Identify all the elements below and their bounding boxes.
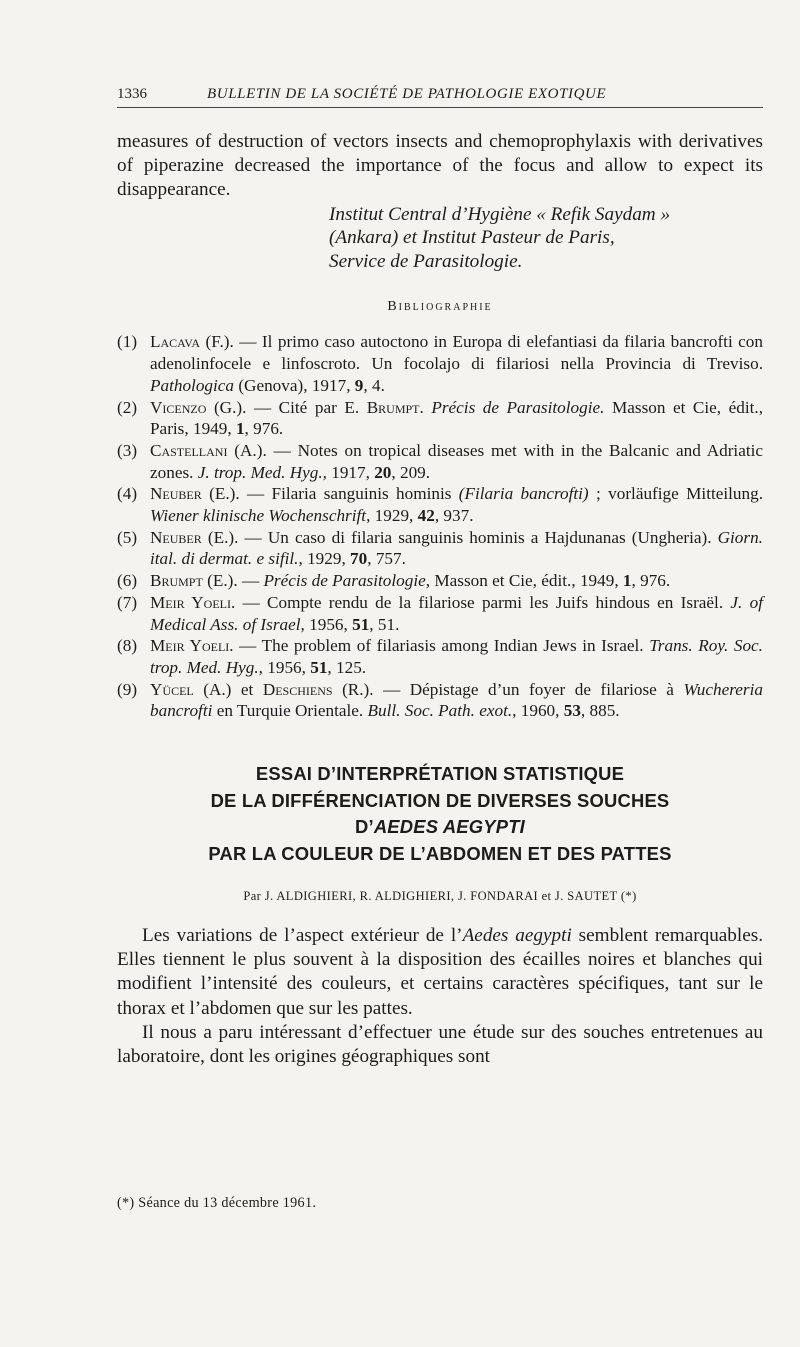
reference-author: Brumpt. <box>366 397 424 417</box>
reference-text: — Il primo caso autoctono in Europa di elefantiasi da filaria bancrofti con adenolinfocele e linfoscroto. Un focolajo di filariosi nella Provincia di Treviso. <box>150 332 763 374</box>
reference-item <box>117 570 763 592</box>
reference-item <box>117 527 763 570</box>
affiliation <box>117 203 763 274</box>
reference-text: , 1929, <box>366 506 418 526</box>
page-number: 1336 <box>117 86 147 102</box>
reference-author: Neuber (E.). <box>150 484 240 504</box>
reference-number: (3) <box>117 440 138 460</box>
reference-list <box>117 331 763 722</box>
reference-volume: 9 <box>354 375 364 395</box>
reference-text: , 209. <box>391 462 431 482</box>
reference-text: , 125. <box>327 657 367 677</box>
reference-journal: Trans. Roy. Soc. trop. Med. Hyg. <box>150 636 763 677</box>
intro-paragraph: measures of destruction of vectors insects and chemoprophylaxis with derivatives of piperazine decreased the importance of the focus and allow to expect its disappearance. <box>117 131 763 201</box>
reference-author: Yücel (A.) <box>150 679 232 699</box>
reference-text: , 885. <box>580 701 620 721</box>
reference-text: et <box>231 679 263 699</box>
reference-text: , 1956, <box>300 614 353 634</box>
reference-text: , Masson et Cie, édit., 1949, <box>425 571 623 591</box>
reference-text: — Notes on tropical diseases met with in the Balcanic and Adriatic zones. <box>150 440 764 482</box>
reference-number: (9) <box>117 679 138 699</box>
reference-journal: J. of Medical Ass. of Israel <box>150 592 763 634</box>
reference-text: — Cité par E. <box>246 397 367 417</box>
reference-number: (1) <box>117 332 138 352</box>
reference-journal: Pathologica <box>150 375 235 395</box>
reference-journal: Giorn. ital. di dermat. e sifil. <box>150 527 763 569</box>
reference-number: (7) <box>117 592 138 612</box>
reference-item <box>117 483 763 526</box>
title-species: AEDES AEGYPTI <box>373 816 525 838</box>
title-line: DE LA DIFFÉRENCIATION DE DIVERSES SOUCHES <box>210 789 670 811</box>
reference-volume: 1 <box>622 571 632 591</box>
reference-journal: Bull. Soc. Path. exot. <box>367 701 513 721</box>
reference-number: (8) <box>117 636 138 656</box>
reference-volume: 20 <box>374 462 392 482</box>
affiliation-line: Institut Central d’Hygiène « Refik Saydam » <box>329 203 671 225</box>
reference-item <box>117 397 763 440</box>
reference-item <box>117 440 763 483</box>
reference-author: Meir Yoeli. <box>150 636 234 656</box>
reference-text: — Filaria sanguinis hominis <box>239 484 459 504</box>
reference-text: , 937. <box>434 506 474 526</box>
reference-text: , 976. <box>244 419 284 439</box>
reference-journal: Wuchereria bancrofti <box>150 679 763 721</box>
reference-text: ; vorläufige Mitteilung. <box>588 484 763 504</box>
reference-journal: Wiener klinische Wochenschrift <box>150 506 367 526</box>
reference-number: (4) <box>117 484 138 504</box>
reference-number: (2) <box>117 397 138 417</box>
affiliation-line: Service de Parasitologie. <box>329 250 523 272</box>
reference-text: , 1956, <box>258 657 311 677</box>
reference-author: Meir Yoeli. <box>150 592 236 612</box>
author-byline: Par J. ALDIGHIERI, R. ALDIGHIERI, J. FONDARAI et J. SAUTET (*) <box>243 889 637 904</box>
reference-volume: 1 <box>235 419 245 439</box>
affiliation-line: (Ankara) et Institut Pasteur de Paris, <box>329 227 615 249</box>
body-paragraph <box>117 924 763 1021</box>
reference-text: , 757. <box>367 549 406 569</box>
bibliography-heading: Bibliographie <box>387 299 493 315</box>
reference-number: (5) <box>117 527 138 547</box>
journal-title: BULLETIN DE LA SOCIÉTÉ DE PATHOLOGIE EXOTIQUE <box>207 86 607 102</box>
reference-text: — Compte rendu de la filariose parmi les Juifs hindous en Israël. <box>235 592 731 612</box>
reference-text: (Genova), 1917, <box>234 375 355 395</box>
reference-text: — The problem of filariasis among Indian Jews in Israel. <box>233 636 650 656</box>
reference-text: — Dépistage d’un foyer de filariose à <box>373 679 684 699</box>
reference-item <box>117 679 763 722</box>
reference-text: — <box>237 571 264 591</box>
article-body <box>117 924 763 1069</box>
reference-text: , 1917, <box>322 462 375 482</box>
article-title <box>117 761 763 867</box>
body-text: Les variations de l’aspect extérieur de l’ <box>142 925 463 947</box>
reference-journal: Précis de Parasitologie <box>263 571 426 591</box>
reference-volume: 53 <box>563 701 581 721</box>
title-line <box>117 814 763 841</box>
reference-item <box>117 592 763 635</box>
reference-text: , 4. <box>363 375 385 395</box>
reference-number: (6) <box>117 571 138 591</box>
running-header <box>117 86 763 108</box>
reference-item <box>117 331 763 396</box>
reference-journal: Précis de Parasitologie. <box>431 397 605 417</box>
reference-text: — Un caso di filaria sanguinis hominis a Hajdunanas (Ungheria). <box>238 527 718 547</box>
reference-author: Vicenzo (G.). <box>150 397 247 417</box>
footnote: (*) Séance du 13 décembre 1961. <box>117 1195 317 1211</box>
reference-volume: 42 <box>417 506 435 526</box>
reference-author: Neuber (E.). <box>150 527 239 547</box>
reference-journal: J. trop. Med. Hyg. <box>197 462 323 482</box>
title-line: PAR LA COULEUR DE L’ABDOMEN ET DES PATTES <box>208 842 672 864</box>
reference-text: , 51. <box>369 614 400 634</box>
title-prefix: D’ <box>355 816 374 838</box>
reference-author: Deschiens (R.). <box>262 679 374 699</box>
reference-journal: (Filaria bancrofti) <box>458 484 589 504</box>
reference-volume: 70 <box>350 549 368 569</box>
reference-text: Masson et Cie, édit., Paris, 1949, <box>150 397 764 439</box>
species-name: Aedes aegypti <box>462 925 572 947</box>
reference-volume: 51 <box>352 614 370 634</box>
reference-text: , 1929, <box>298 549 351 569</box>
title-line: ESSAI D’INTERPRÉTATION STATISTIQUE <box>255 763 625 785</box>
reference-text: , 976. <box>631 571 671 591</box>
body-paragraph: Il nous a paru intéressant d’effectuer une étude sur des souches entretenues au laboratoire, dont les origines géographiques sont <box>117 1021 763 1068</box>
reference-text: en Turquie Orientale. <box>212 701 368 721</box>
reference-volume: 51 <box>310 657 328 677</box>
body-text: semblent remarquables. Elles tiennent le plus souvent à la disposition des écailles noires et blanches qui modifient l’intensité des couleurs, et certains caractères spécifiques, tant sur le thorax et l’abdomen que sur les pattes. <box>117 925 764 1019</box>
reference-item <box>117 635 763 678</box>
reference-text: , 1960, <box>512 701 564 721</box>
journal-page <box>117 86 764 1211</box>
reference-author: Castellani (A.). <box>150 440 267 460</box>
reference-author: Brumpt (E.). <box>150 571 238 591</box>
reference-author: Lacava (F.). <box>150 332 234 352</box>
